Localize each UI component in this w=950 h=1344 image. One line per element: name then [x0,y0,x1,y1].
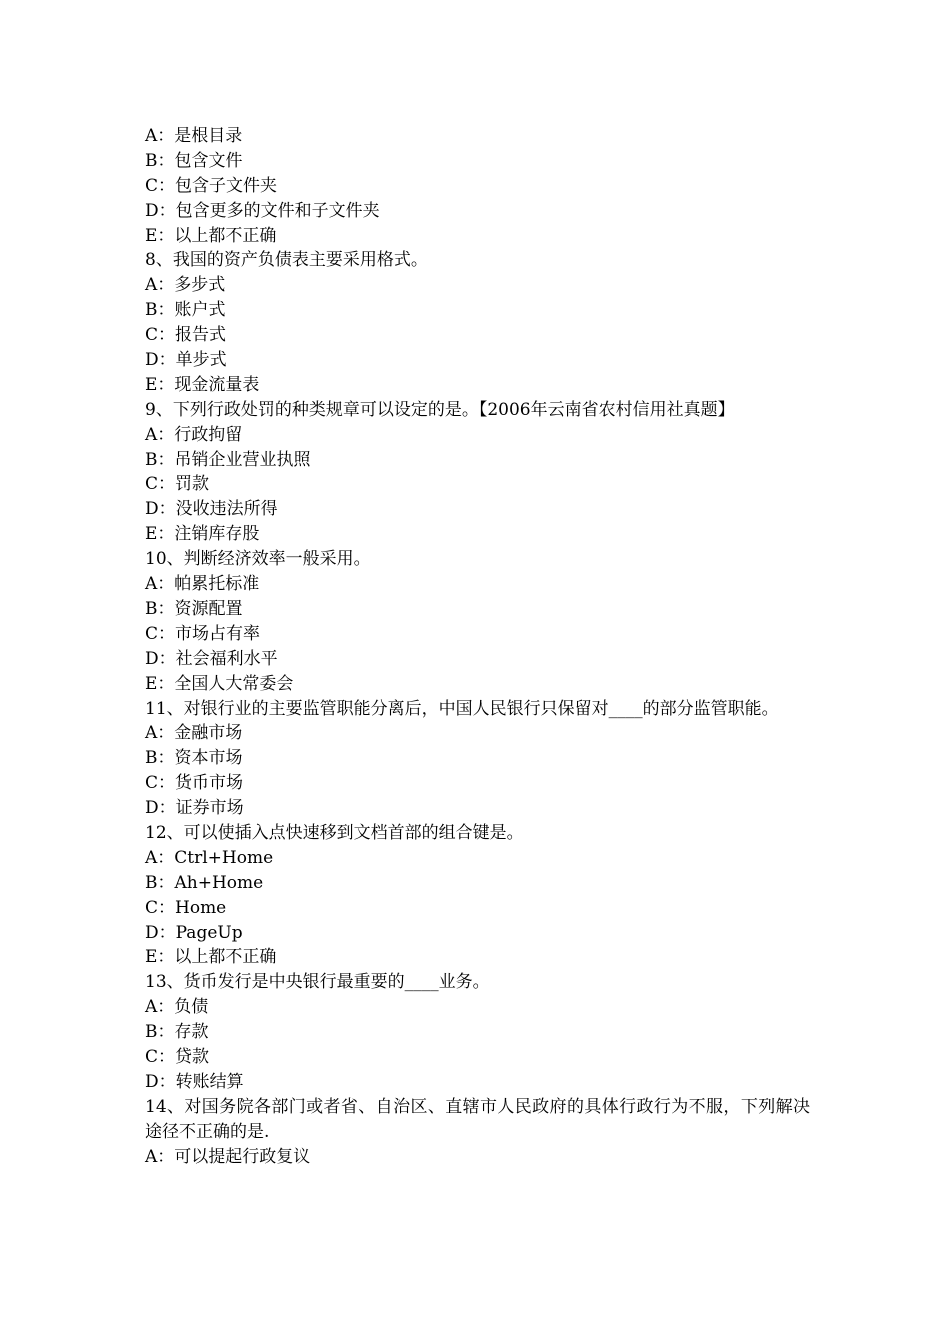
question-line: 14、对国务院各部门或者省、自治区、直辖市人民政府的具体行政行为不服，下列解决途径不正确的是. [145,1096,810,1142]
option-line: A：多步式 [145,275,226,296]
option-line: E：以上都不正确 [145,947,277,968]
option-line: E：现金流量表 [145,374,260,395]
option-line: B：资源配置 [145,598,243,619]
question-line: 11、对银行业的主要监管职能分离后，中国人民银行只保留对____的部分监管职能。 [145,698,779,719]
document-body [145,124,810,1169]
option-line: B：包含文件 [145,150,243,171]
option-line: B：吊销企业营业执照 [145,449,311,470]
option-line: D：没收违法所得 [145,499,278,520]
option-line: D：转账结算 [145,1071,244,1092]
option-line: C：贷款 [145,1046,210,1067]
option-line: A：行政拘留 [145,424,243,445]
option-line: A：帕累托标准 [145,574,260,595]
option-line: B：Ah+Home [145,872,264,893]
option-line: D：PageUp [145,922,243,943]
option-line: C：罚款 [145,474,210,495]
option-line: C：Home [145,897,227,918]
question-line: 13、货币发行是中央银行最重要的____业务。 [145,972,490,993]
option-line: C：包含子文件夹 [145,175,278,196]
option-line: B：资本市场 [145,748,243,769]
option-line: D：包含更多的文件和子文件夹 [145,200,380,221]
option-line: A：金融市场 [145,723,243,744]
option-line: D：社会福利水平 [145,648,278,669]
option-line: D：证券市场 [145,798,244,819]
option-line: A：负债 [145,997,209,1018]
question-line: 9、下列行政处罚的种类规章可以设定的是。【2006年云南省农村信用社真题】 [145,399,735,420]
question-line: 10、判断经济效率一般采用。 [145,549,371,570]
option-line: B：账户式 [145,300,226,321]
option-line: C：报告式 [145,325,227,346]
option-line: D：单步式 [145,350,227,371]
option-line: A：是根目录 [145,126,243,146]
option-line: E：全国人大常委会 [145,673,294,694]
option-line: C：货币市场 [145,773,244,794]
option-line: E：以上都不正确 [145,225,277,246]
question-line: 8、我国的资产负债表主要采用格式。 [145,250,428,271]
question-line: 12、可以使插入点快速移到文档首部的组合键是。 [145,822,524,843]
option-line: A：可以提起行政复议 [145,1146,311,1167]
option-line: E：注销库存股 [145,524,260,545]
option-line: A：Ctrl+Home [145,847,274,868]
option-line: C：市场占有率 [145,623,261,644]
option-line: B：存款 [145,1022,209,1043]
